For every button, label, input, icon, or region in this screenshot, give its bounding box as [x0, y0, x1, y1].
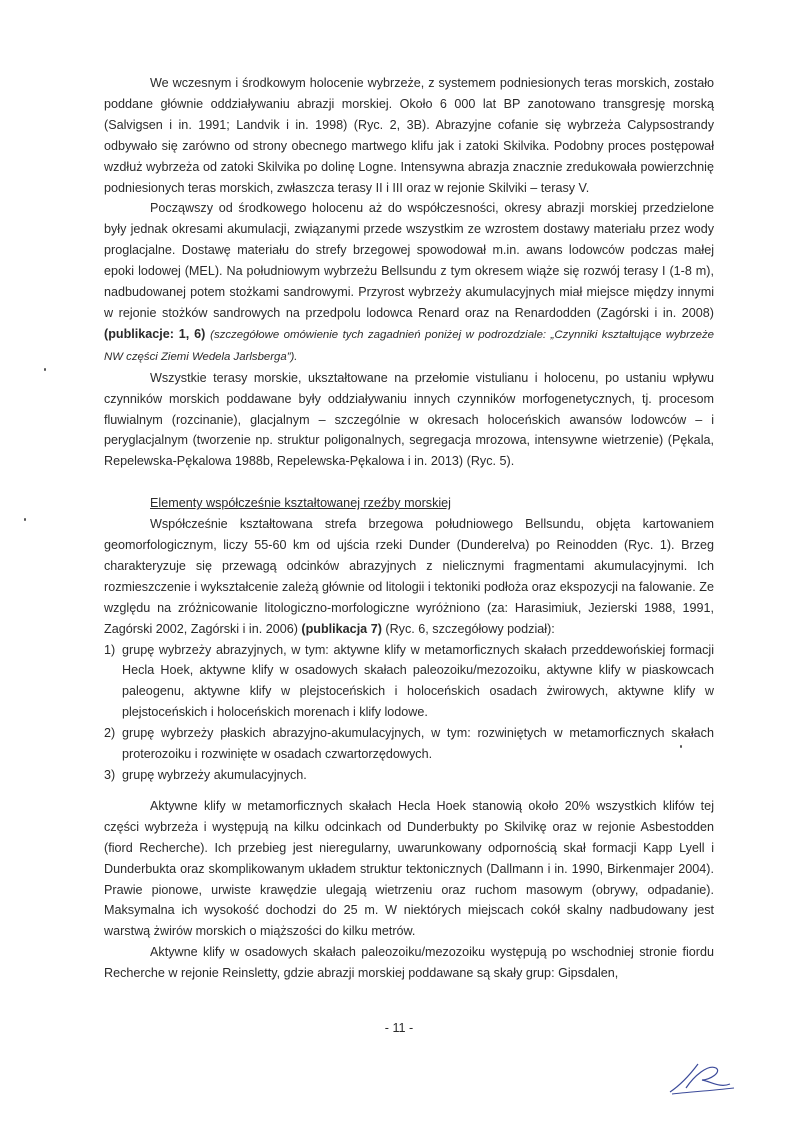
scan-speck — [44, 368, 46, 371]
paragraph-2 — [104, 198, 714, 367]
list-item-text: grupę wybrzeży abrazyjnych, w tym: aktywne klify w metamorficznych skałach przeddewońskiej formacji Hecla Hoek, aktywne klify w osadowych skałach paleozoiku/mezozoiku, aktywne klify w piaskowcach paleogenu, aktywne klify w plejstoceńskich i holoceńskich osadach żwirowych, aktywne klify w plejstoceńskich i holoceńskich morenach i klify lodowe. — [122, 642, 714, 720]
paragraph-6: Aktywne klify w osadowych skałach paleozoiku/mezozoiku występują po wschodniej stronie fiordu Recherche w rejonie Reinsletty, gdzie abrazji morskiej poddawane są skały grup: Gipsdalen, — [104, 945, 714, 981]
coast-types-list — [104, 640, 714, 786]
paragraph-2-publications: (publikacje: 1, 6) — [104, 326, 206, 341]
page-number: - 11 - — [384, 1021, 414, 1035]
paragraph-3: Wszystkie terasy morskie, ukształtowane na przełomie vistulianu i holocenu, po ustaniu wpływu czynników morskich poddawane były oddziaływaniu innych czynników morfogenetycznych, tj. procesom fluwialnym (rozcinanie), glacjalnym – szczególnie w okresach holoceńskich awansów lodowców – i peryglacjalnym (tworzenie np. struktur poligonalnych, segregacja mrozowa, intensywne wietrzenie) (Pękala, Repelewska-Pękalowa 1988b, Repelewska-Pękalowa i in. 2013) (Ryc. 5). — [104, 370, 714, 469]
list-item-text: grupę wybrzeży akumulacyjnych. — [122, 768, 307, 782]
page-body — [104, 73, 714, 984]
paragraph-4-text: Współcześnie kształtowana strefa brzegowa południowego Bellsundu, objęta kartowaniem geomorfologicznym, liczy 55-60 km od ujścia rzeki Dunder (Dunderelva) po Reinodden (Ryc. 1). Brzeg charakteryzuje się przewagą odcinków abrazyjnych z nielicznymi fragmentami akumulacyjnymi. Ich rozmieszczenie i wykształcenie zależą głównie od litologii i tektoniki podłoża oraz ekspozycji na falowanie. Ze względu na zróżnicowanie litologiczno-morfologiczne wyróżniono (za: Harasimiuk, Jezierski 1988, 1991, Zagórski 2002, Zagórski i in. 2006) — [104, 517, 714, 636]
paragraph-2-text: Począwszy od środkowego holocenu aż do współczesności, okresy abrazji morskiej przedzielone były jednak okresami akumulacji, związanymi przede wszystkim ze wzrostem dostawy materiału przez wody proglacjalne. Dostawę materiału do strefy brzegowej spowodował m.in. awans lodowców podczas małej epoki lodowej (MEL). Na południowym wybrzeżu Bellsundu z tym okresem wiąże się rozwój terasy I (1-8 m), nadbudowanej potem stożkami sandrowymi. Przyrost wybrzeży akumulacyjnych miał miejsce między innymi w rejonie stożków sandrowych na przedpolu lodowca Renard oraz na Renardodden (Zagórski i in. 2008) — [104, 201, 714, 320]
paragraph-2-note: (szczegółowe omówienie tych zagadnień poniżej w podrozdziale: „Czynniki kształtujące wybrzeże NW części Ziemi Wedela Jarlsberga”). — [104, 328, 714, 363]
paragraph-4-publication: (publikacja 7) — [301, 621, 382, 636]
section-heading: Elementy współcześnie kształtowanej rzeźby morskiej — [150, 496, 451, 511]
signature-mark — [664, 1058, 738, 1100]
list-item — [104, 765, 714, 786]
paragraph-4-tail: (Ryc. 6, szczegółowy podział): — [381, 621, 555, 636]
list-item — [104, 640, 714, 724]
list-item-text: grupę wybrzeży płaskich abrazyjno-akumulacyjnych, w tym: rozwiniętych w metamorficznych skałach proterozoiku i rozwinięte w osadach czwartorzędowych. — [122, 726, 714, 762]
list-item-number: 3) — [104, 768, 116, 782]
list-item — [104, 723, 714, 765]
paragraph-4 — [104, 514, 714, 639]
list-item-number: 1) — [104, 642, 116, 657]
paragraph-1: We wczesnym i środkowym holocenie wybrzeże, z systemem podniesionych teras morskich, zostało poddane głównie oddziaływaniu abrazji morskiej. Około 6 000 lat BP zanotowano transgresję morską (Salvigsen i in. 1991; Landvik i in. 1998) (Ryc. 2, 3B). Abrazyjne cofanie się wybrzeża Calypsostrandy odbywało się zarówno od strony obecnego martwego klifu jak i zatoki Skilvika. Podobny proces postępował wzdłuż wybrzeża od zatoki Skilvika po dolinę Logne. Intensywna abrazja znacznie zredukowała powierzchnię podniesionych teras morskich, zwłaszcza terasy II i III oraz w rejonie Skilviki – terasy V. — [104, 76, 714, 195]
scan-speck — [680, 745, 682, 748]
list-item-number: 2) — [104, 726, 116, 741]
paragraph-5: Aktywne klify w metamorficznych skałach Hecla Hoek stanowią około 20% wszystkich klifów tej części wybrzeża i występują na kilku odcinkach od Dunderbukty po Skilvikę oraz w rejonie Asbestodden (fiord Recherche). Ich przebieg jest nieregularny, uwarunkowany odpornością skał formacji Kapp Lyell i Dunderbukta oraz skomplikowanym układem struktur tektonicznych (Dallmann i in. 1990, Birkenmajer 2004). Prawie pionowe, urwiste krawędzie ulegają wietrzeniu oraz ruchom masowym (obrywy, odpadanie). Maksymalna ich wysokość dochodzi do 25 m. W niektórych miejscach cokół skalny nadbudowany jest warstwą żwirów morskich o miąższości do kilku metrów. — [104, 798, 714, 939]
scan-speck — [24, 518, 26, 521]
